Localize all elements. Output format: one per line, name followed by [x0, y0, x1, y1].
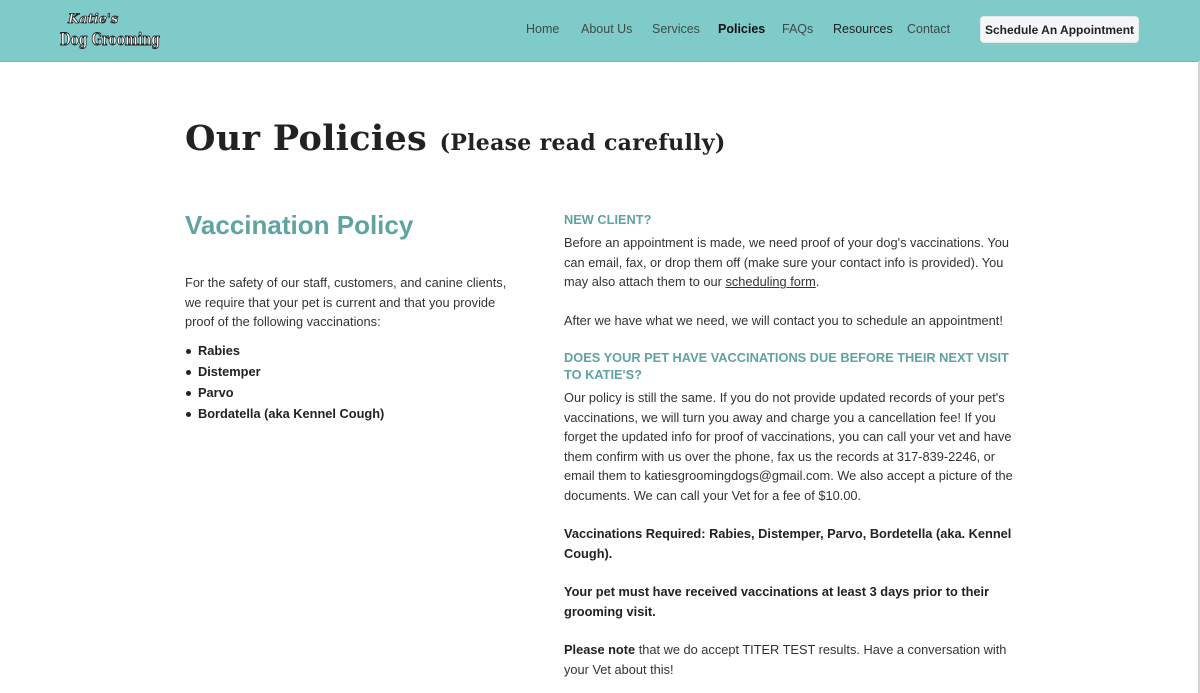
vaccination-intro: For the safety of our staff, customers, and canine clients, we require that your pet is current and that you provide proof of the following vaccinations:	[185, 275, 507, 329]
list-item: Parvo	[198, 382, 525, 403]
new-client-text-body: Before an appointment is made, we need proof of your dog's vaccinations. You can email, fax, or drop them off (make sure your contact info is provided). You may also attach them to our	[564, 235, 1009, 289]
nav-faqs[interactable]: FAQs	[782, 22, 814, 36]
logo-bottom-text: Dog Grooming	[60, 30, 161, 50]
new-client-text	[564, 233, 1014, 292]
new-client-heading: NEW CLIENT?	[564, 212, 652, 227]
nav-policies[interactable]: Policies	[718, 22, 766, 36]
vaccination-list	[185, 340, 525, 425]
site-logo[interactable]	[58, 9, 164, 51]
page-title-main: Our Policies	[185, 118, 428, 159]
titer-note	[564, 640, 1014, 679]
nav-services[interactable]: Services	[652, 22, 700, 36]
vaccinations-due-text: Our policy is still the same. If you do not provide updated records of your pet's vaccinations, we will turn you away and charge you a cancellation fee! If you forget the updated info for proof of vaccinations, you can call your vet and have them confirm with us over the phone, fax us the records at 317-839-2246, or email them to katiesgroomingdogs@gmail.com. We also accept a picture of the documents. We can call your Vet for a fee of $10.00.	[564, 390, 1013, 503]
new-client-text-end: .	[815, 274, 820, 289]
please-note-label: Please note	[564, 642, 636, 657]
vaccinations-required-text: Vaccinations Required: Rabies, Distemper, Parvo, Bordetella (aka. Kennel Cough).	[564, 526, 1012, 561]
nav-about-us[interactable]: About Us	[581, 22, 633, 36]
vaccination-policy-section	[185, 210, 525, 425]
list-item: Bordatella (aka Kennel Cough)	[198, 403, 525, 424]
list-item: Rabies	[198, 340, 525, 361]
nav-home[interactable]: Home	[526, 22, 560, 36]
scheduling-form-link[interactable]: scheduling form	[725, 274, 816, 289]
site-header	[0, 0, 1200, 62]
policy-details-section	[564, 211, 1014, 679]
page-title-sub: (Please read carefully)	[439, 130, 726, 156]
titer-note-text: that we do accept TITER TEST results. Have a conversation with your Vet about this!	[564, 642, 1007, 677]
after-text: After we have what we need, we will contact you to schedule an appointment!	[564, 312, 1003, 328]
vaccination-policy-heading: Vaccination Policy	[185, 210, 414, 240]
logo-top-text: Katie's	[68, 12, 119, 27]
nav-resources[interactable]: Resources	[833, 22, 893, 36]
page-title	[185, 118, 726, 159]
vaccinations-due-heading: DOES YOUR PET HAVE VACCINATIONS DUE BEFORE THEIR NEXT VISIT TO KATIE'S?	[564, 350, 1009, 382]
nav-contact[interactable]: Contact	[907, 22, 951, 36]
list-item: Distemper	[198, 361, 525, 382]
logo-graphic	[58, 9, 164, 51]
schedule-appointment-button[interactable]: Schedule An Appointment	[980, 16, 1139, 43]
three-days-text: Your pet must have received vaccinations at least 3 days prior to their grooming visit.	[564, 584, 990, 619]
